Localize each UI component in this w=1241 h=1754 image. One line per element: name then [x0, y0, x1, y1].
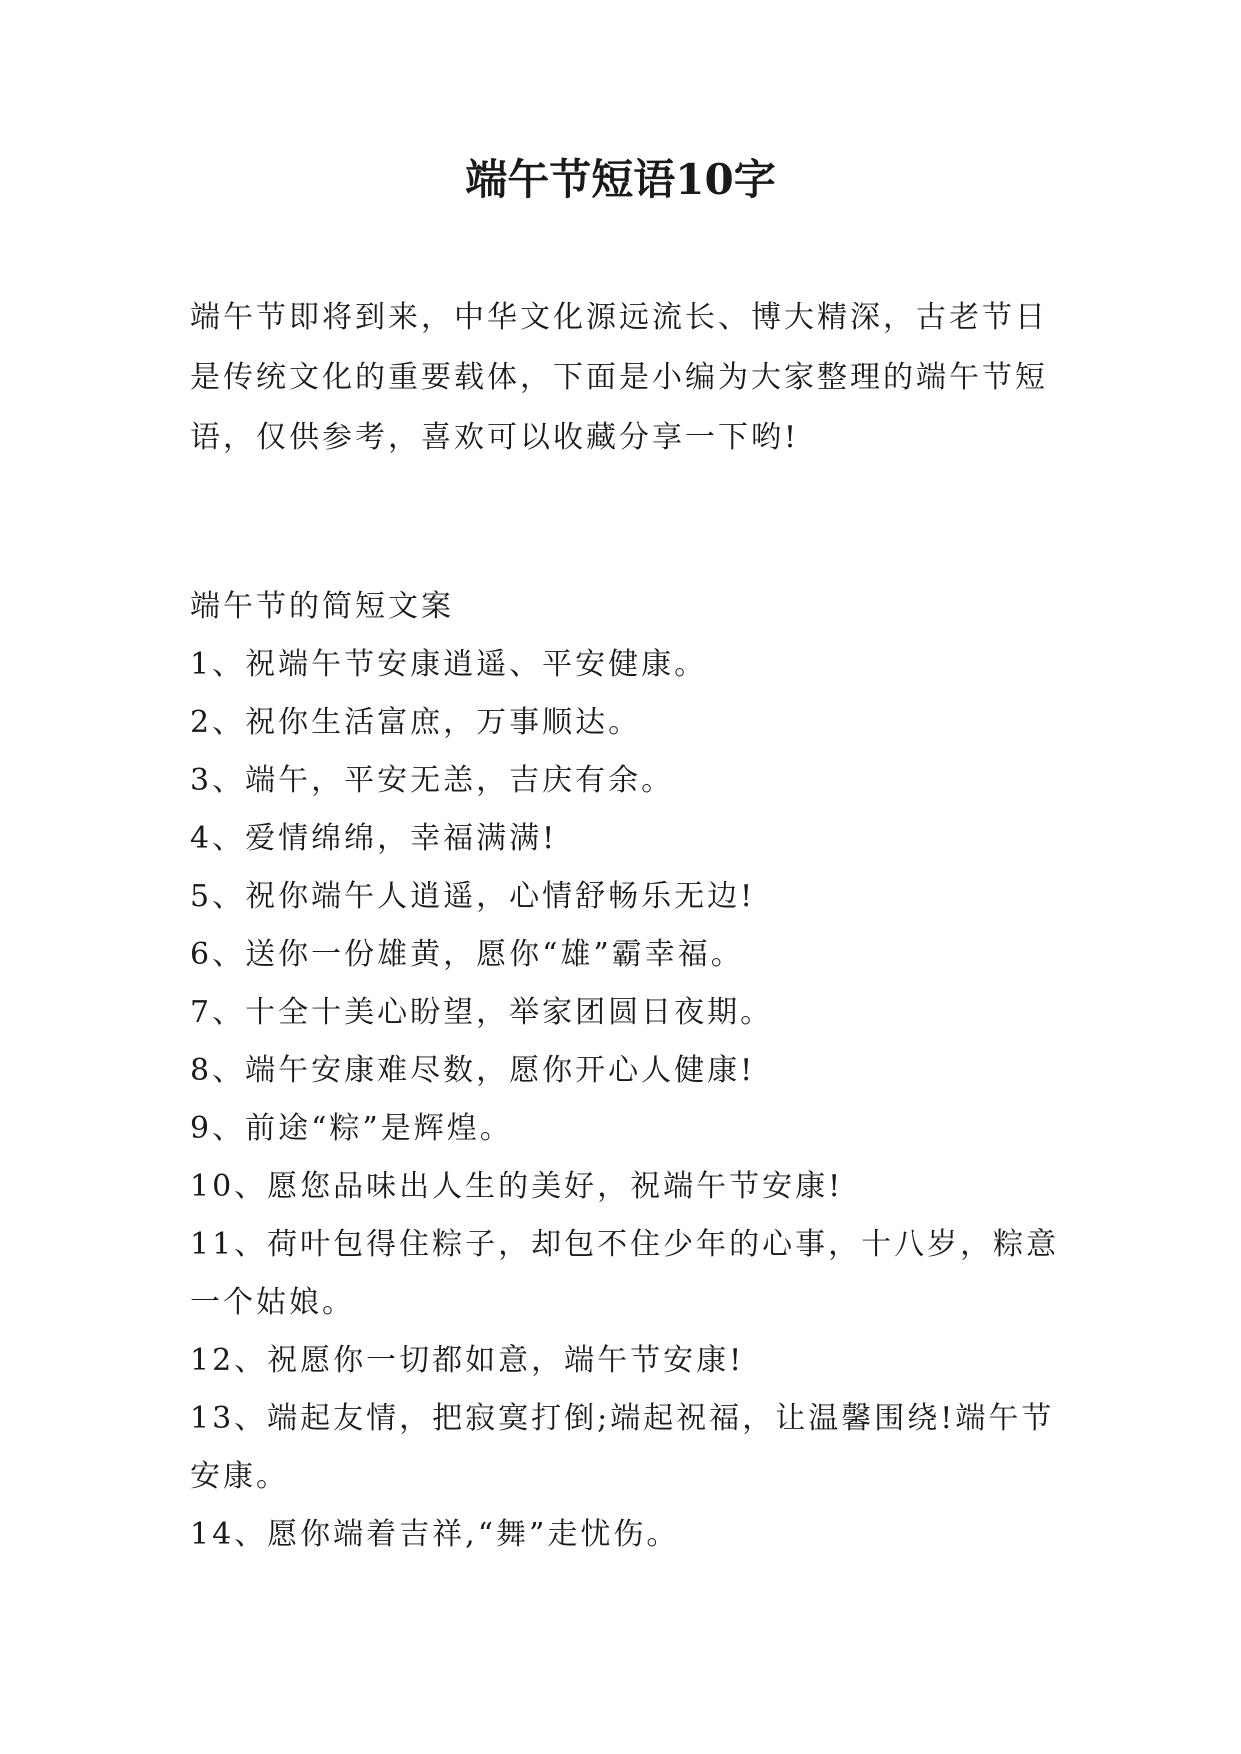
list-item: 3、端午，平安无恙，吉庆有余。	[190, 763, 675, 798]
list-item: 11、荷叶包得住粽子，却包不住少年的心事，十八岁，粽意一个姑娘。	[190, 1227, 1060, 1320]
list-item: 12、祝愿你一切都如意，端午节安康!	[190, 1343, 745, 1378]
section-heading: 端午节的简短文案	[190, 589, 454, 624]
list-item: 2、祝你生活富庶，万事顺达。	[190, 705, 642, 740]
list-item: 9、前途“粽”是辉煌。	[190, 1111, 513, 1146]
list-item: 5、祝你端午人逍遥，心情舒畅乐无边!	[190, 879, 756, 914]
phrases-section	[190, 578, 1060, 1564]
list-item: 13、端起友情，把寂寞打倒;端起祝福，让温馨围绕!端午节安康。	[190, 1401, 1055, 1494]
page-title: 端午节短语10字	[465, 155, 776, 204]
list-item: 4、爱情绵绵，幸福满满!	[190, 821, 558, 856]
phrase-list	[190, 636, 1060, 1564]
list-item: 8、端午安康难尽数，愿你开心人健康!	[190, 1053, 756, 1088]
list-item: 7、十全十美心盼望，举家团圆日夜期。	[190, 995, 774, 1030]
list-item: 6、送你一份雄黄，愿你“雄”霸幸福。	[190, 937, 744, 972]
intro-paragraph: 端午节即将到来，中华文化源远流长、博大精深，古老节日是传统文化的重要载体，下面是小编为大家整理的端午节短语，仅供参考，喜欢可以收藏分享一下哟!	[190, 300, 1048, 455]
list-item: 1、祝端午节安康逍遥、平安健康。	[190, 647, 708, 682]
list-item: 10、愿您品味出人生的美好，祝端午节安康!	[190, 1169, 844, 1204]
list-item: 14、愿你端着吉祥,“舞”走忧伤。	[190, 1517, 680, 1552]
